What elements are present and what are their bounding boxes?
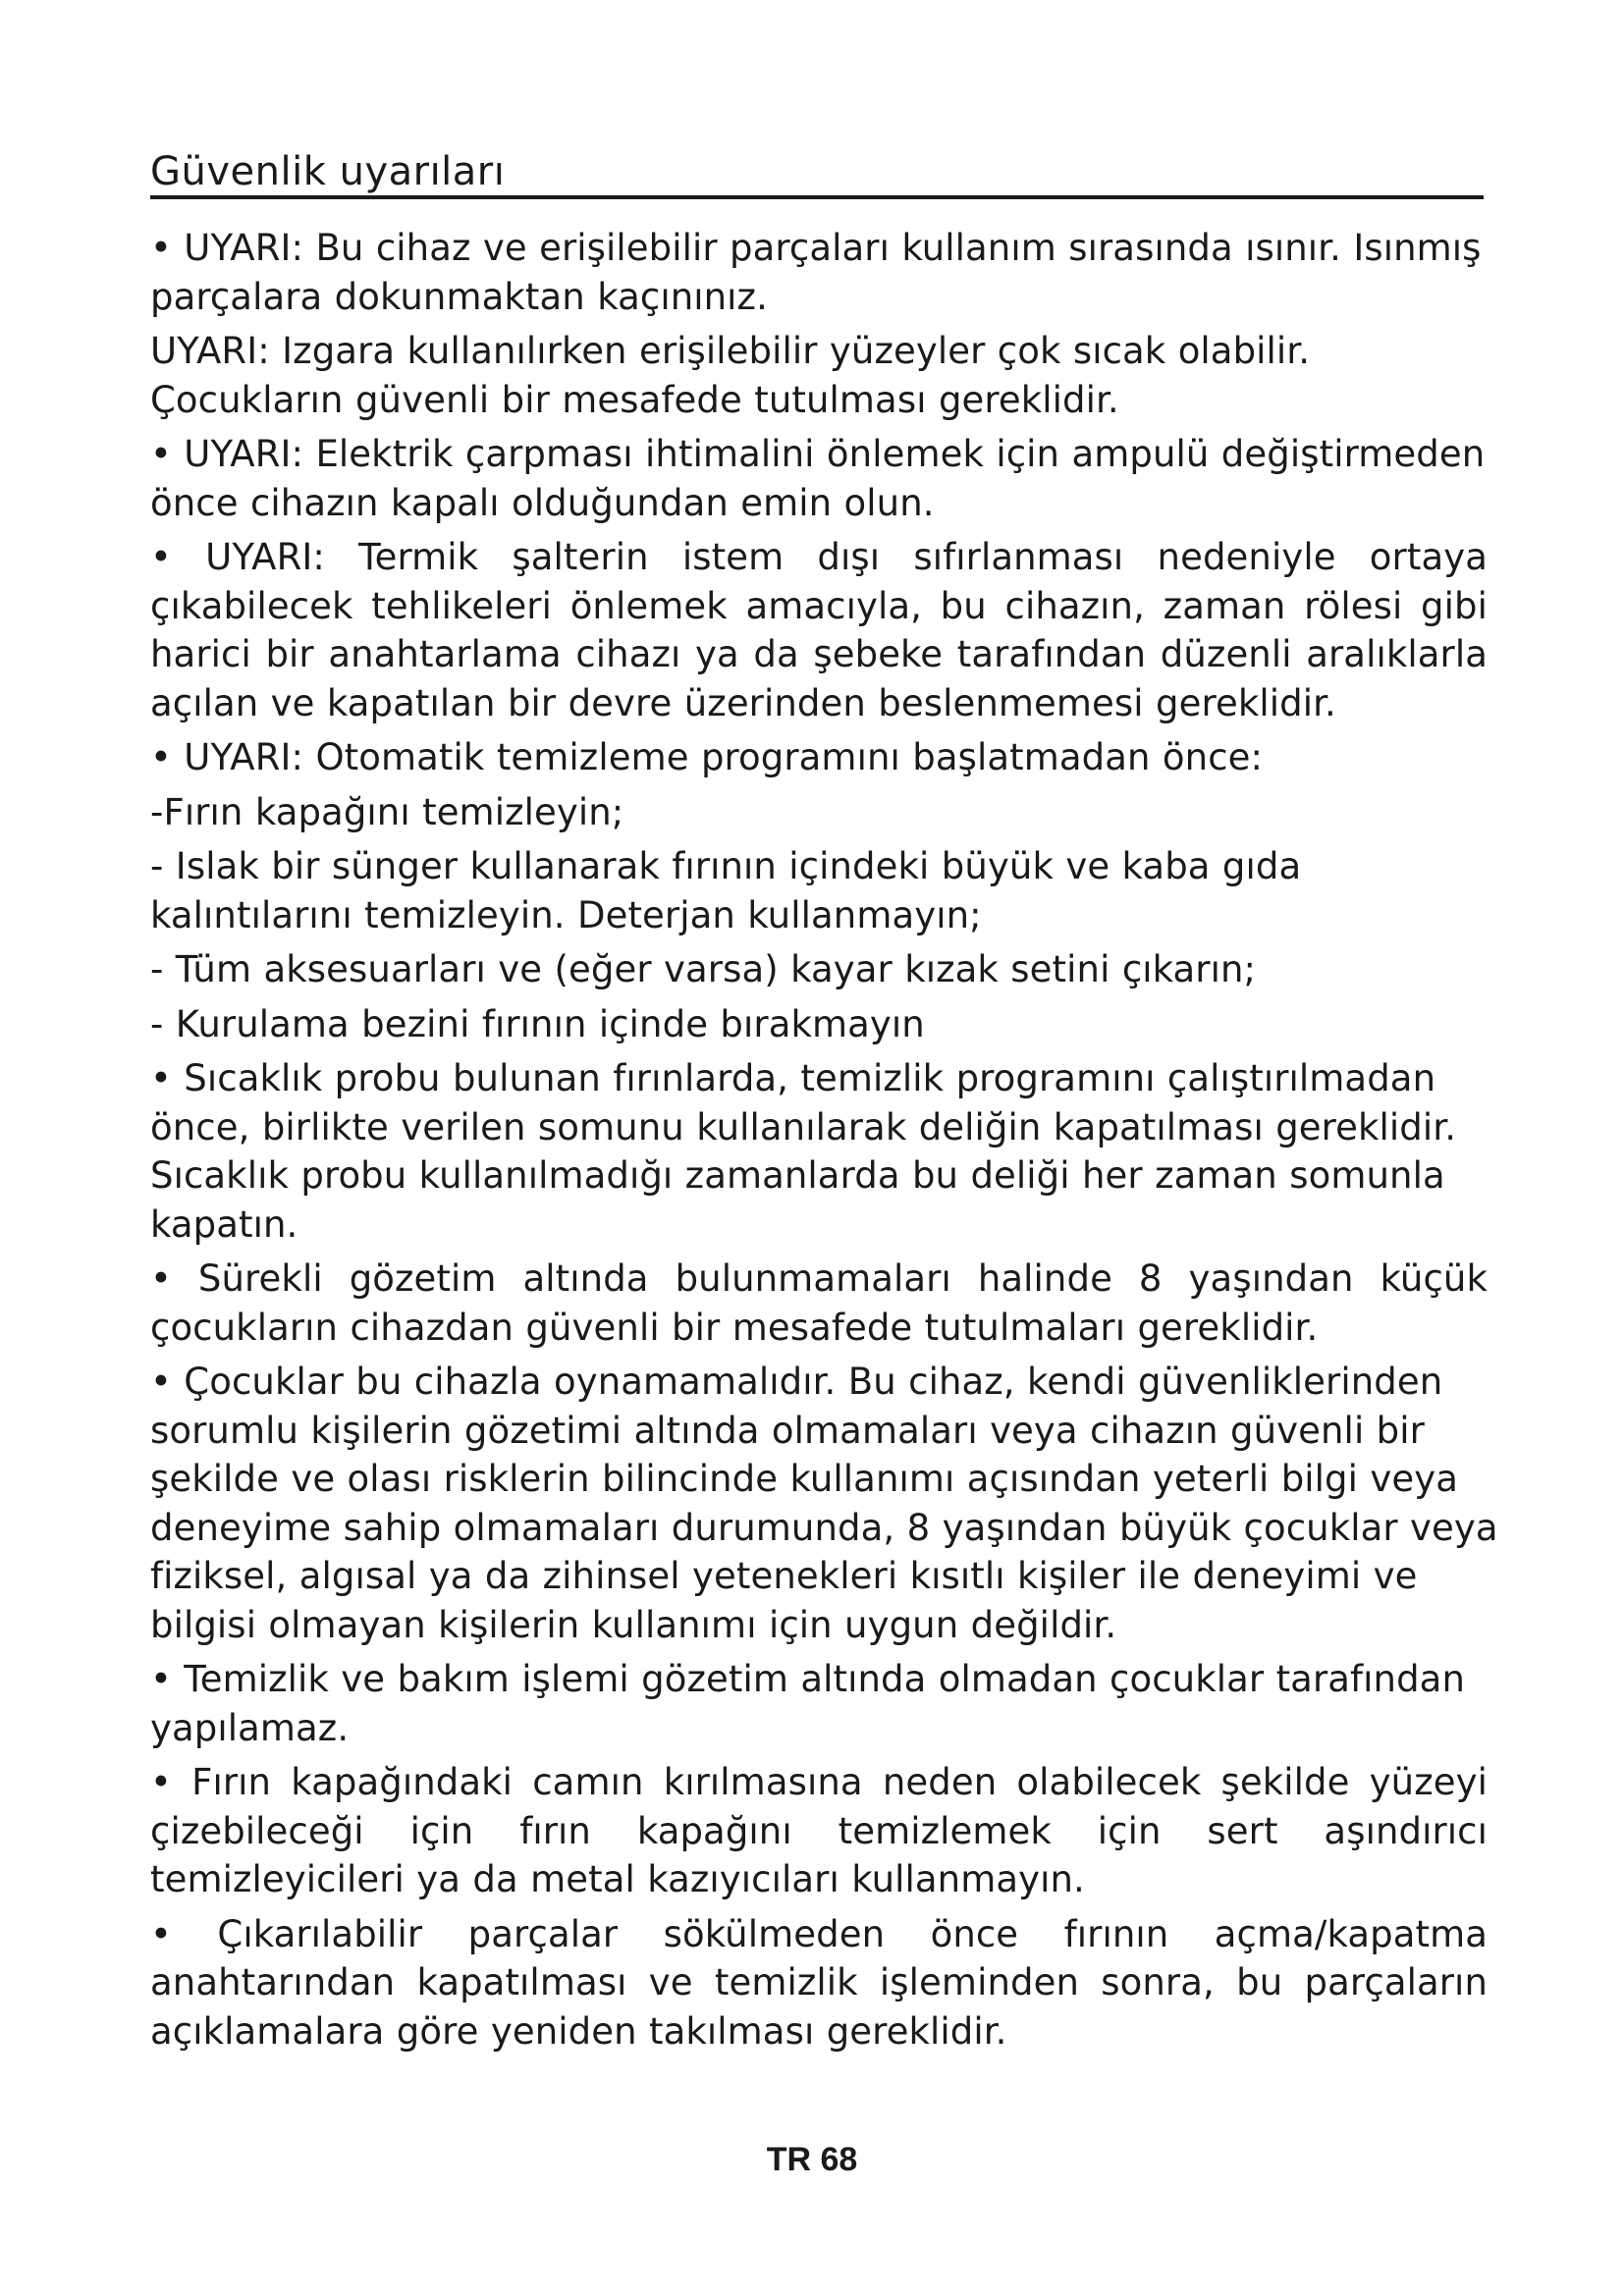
- warning-paragraph: • UYARI: Elektrik çarpması ihtimalini önlemek için ampulü değiştirmeden önce cihazın kapalı olduğundan emin olun.: [150, 433, 1486, 524]
- warning-paragraph: • Temizlik ve bakım işlemi gözetim altında olmadan çocuklar tarafından yapılamaz.: [150, 1658, 1466, 1749]
- warning-paragraph: • Sıcaklık probu bulunan fırınlarda, temizlik programını çalıştırılmadan önce, birlikte verilen somunu kullanılarak deliğin kapatılması gereklidir. Sıcaklık probu kullanılmadığı zamanlarda bu deliği her zaman somunla kapatın.: [150, 1057, 1457, 1246]
- warnings-list: [150, 224, 1505, 2061]
- cleaning-step: - Kurulama bezini fırının içinde bırakmayın: [150, 1002, 925, 1045]
- cleaning-step: - Islak bir sünger kullanarak fırının içindeki büyük ve kaba gıda kalıntılarını temizleyin. Deterjan kullanmayın;: [150, 845, 1302, 936]
- section-title: Güvenlik uyarıları: [150, 149, 506, 194]
- warning-paragraph: • Çıkarılabilir parçalar sökülmeden önce fırının açma/kapatma anahtarından kapatılması ve temizlik işleminden sonra, bu parçaların açıklamalara göre yeniden takılması gereklidir.: [150, 1912, 1488, 2053]
- warning-paragraph: • UYARI: Bu cihaz ve erişilebilir parçaları kullanım sırasında ısınır. Isınmış parçalara dokunmaktan kaçınınız.: [150, 227, 1482, 318]
- section-heading: [150, 147, 1486, 204]
- warning-paragraph: UYARI: Izgara kullanılırken erişilebilir yüzeyler çok sıcak olabilir. Çocukların güvenli bir mesafede tutulması gereklidir.: [150, 330, 1311, 421]
- warning-paragraph: • UYARI: Otomatik temizleme programını başlatmadan önce:: [150, 736, 1264, 778]
- cleaning-step: - Tüm aksesuarları ve (eğer varsa) kayar kızak setini çıkarın;: [150, 948, 1257, 990]
- cleaning-step: -Fırın kapağını temizleyin;: [150, 790, 624, 833]
- warning-paragraph: • Sürekli gözetim altında bulunmamaları halinde 8 yaşından küçük çocukların cihazdan güvenli bir mesafede tutulmaları gereklidir.: [150, 1257, 1488, 1349]
- heading-underline: [150, 195, 1484, 199]
- warning-paragraph: • Çocuklar bu cihazla oynamamalıdır. Bu cihaz, kendi güvenliklerinden sorumlu kişilerin gözetimi altında olmamaları veya cihazın güvenli bir şekilde ve olası risklerin bilincinde kullanımı açısından yeterli bilgi veya deneyime sahip olmamaları durumunda, 8 yaşından büyük çocuklar veya fiziksel, algısal ya da zihinsel yetenekleri kısıtlı kişiler ile deneyimi ve bilgisi olmayan kişilerin kullanımı için uygun değildir.: [150, 1361, 1498, 1646]
- page-number: TR 68: [766, 2141, 858, 2178]
- warning-paragraph: • Fırın kapağındaki camın kırılmasına neden olabilecek şekilde yüzeyi çizebileceği için fırın kapağını temizlemek için sert aşındırıcı temizleyicileri ya da metal kazıyıcıları kullanmayın.: [150, 1761, 1488, 1900]
- warning-paragraph: • UYARI: Termik şalterin istem dışı sıfırlanması nedeniyle ortaya çıkabilecek tehlikeleri önlemek amacıyla, bu cihazın, zaman rölesi gibi harici bir anahtarlama cihazı ya da şebeke tarafından düzenli aralıklarla açılan ve kapatılan bir devre üzerinden beslenmemesi gereklidir.: [150, 536, 1488, 724]
